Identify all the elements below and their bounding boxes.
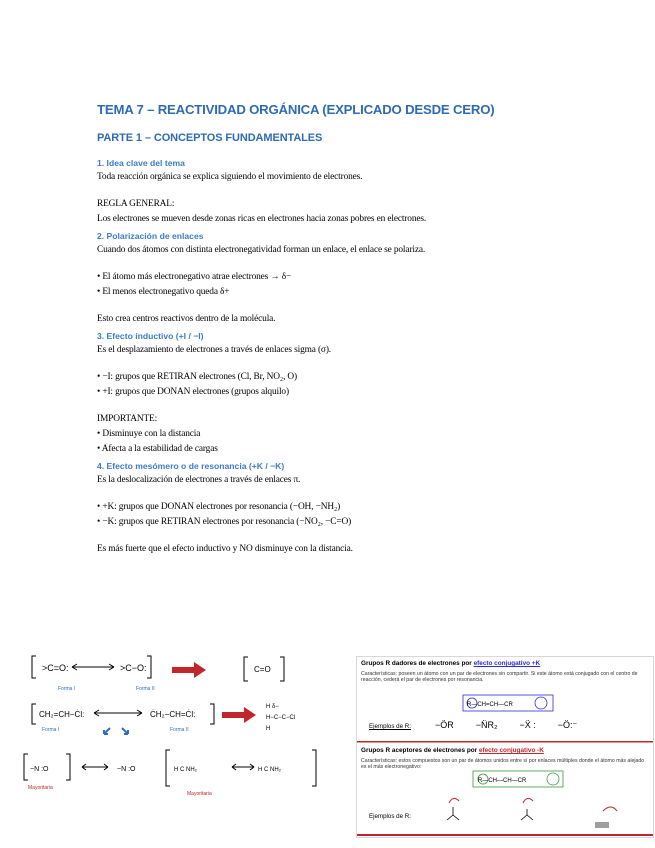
donor-examples-label: Ejemplos de R: — [369, 723, 411, 730]
svg-text:C=O: C=O — [254, 665, 271, 674]
svg-text:>C−O:: >C−O: — [120, 663, 147, 673]
example-nr2: −N̈R₂ — [475, 720, 498, 730]
caption-forma-2b: Forma II — [170, 727, 189, 733]
caption-forma-1b: Forma I — [42, 727, 60, 733]
svg-text:H: H — [266, 726, 271, 732]
acceptor-description: Características: estos compuestos son un par de átomos unidos entre sí por enlaces múltiples donde el átomo más alejado es el más electronegativo: — [361, 758, 645, 771]
resonance-structures-figure — [22, 648, 350, 838]
svg-text:H C NH₂: H C NH₂ — [174, 767, 197, 773]
resonance-drawing — [22, 648, 350, 838]
document-body — [97, 102, 627, 557]
bullet-item: • El átomo más electronegativo atrae electrones → δ− — [97, 272, 292, 282]
section-2-heading: 2. Polarización de enlaces — [97, 231, 204, 241]
bullet-item: • El menos electronegativo queda δ+ — [97, 287, 230, 297]
donor-description: Características: poseen un átomo con un par de electrones sin compartir. Si este átomo está conjugado con el centro de reacción, cederá el par de electrones por resonancia. — [361, 671, 638, 684]
structure-donor: R—CH=CH—CR — [467, 702, 513, 708]
caption-mayoritaria-2: Mayoritaria — [187, 791, 212, 797]
donor-examples — [435, 720, 577, 731]
conjugative-effect-figure — [356, 656, 654, 838]
example-o-minus: −Ö:⁻ — [557, 720, 578, 730]
bullet-item: • −K: grupos que RETIRAN electrones por resonancia (−NO₂, −C=O) — [97, 517, 352, 527]
part-heading: PARTE 1 – CONCEPTOS FUNDAMENTALES — [97, 132, 323, 144]
paragraph: Toda reacción orgánica se explica siguiendo el movimiento de electrones. — [97, 172, 363, 182]
svg-text:H C NH₂: H C NH₂ — [258, 767, 281, 773]
donor-title: Grupos R dadores de electrones por efecto conjugativo +K — [361, 660, 541, 667]
rule-text: Los electrones se mueven desde zonas ricas en electrones hacia zonas pobres en electrones. — [97, 214, 427, 224]
svg-text:H δ−: H δ− — [266, 704, 279, 710]
svg-text:−N :O: −N :O — [117, 766, 136, 773]
document-title: TEMA 7 – REACTIVIDAD ORGÁNICA (EXPLICADO DESDE CERO) — [97, 102, 495, 117]
caption-forma-1: Forma I — [58, 686, 76, 692]
caption-mayoritaria-1: Mayoritaria — [28, 785, 53, 791]
bullet-item: • +K: grupos que DONAN electrones por resonancia (−OH, −NH₂) — [97, 502, 341, 512]
svg-text:−N :O: −N :O — [30, 766, 49, 773]
svg-text:ĊH₂−CH=Ċl:: ĊH₂−CH=Ċl: — [150, 710, 196, 719]
structure-acceptor: R—CH—CH—CR — [478, 778, 527, 784]
rule-label: REGLA GENERAL: — [97, 199, 175, 209]
paragraph: Es la deslocalización de electrones a través de enlaces π. — [97, 475, 301, 485]
paragraph: Cuando dos átomos con distinta electronegatividad forman un enlace, el enlace se polariza. — [97, 245, 426, 255]
bullet-item: • +I: grupos que DONAN electrones (grupos alquilo) — [97, 387, 289, 397]
example-x: −Ẍ : — [519, 720, 536, 730]
bullet-item: • Disminuye con la distancia — [97, 429, 201, 439]
section-4-heading: 4. Efecto mesómero o de resonancia (+K / −K) — [97, 461, 285, 471]
bullet-item: • −I: grupos que RETIRAN electrones (Cl, Br, NO₂, O) — [97, 372, 297, 382]
example-or: −ÖR — [435, 720, 454, 730]
svg-text:H−C−C−Cl: H−C−C−Cl — [266, 715, 296, 721]
section-1-heading: 1. Idea clave del tema — [97, 158, 185, 168]
paragraph: Es el desplazamiento de electrones a través de enlaces sigma (σ). — [97, 345, 332, 355]
bullet-item: • Afecta a la estabilidad de cargas — [97, 444, 218, 454]
important-label: IMPORTANTE: — [97, 414, 158, 424]
svg-text:>C=O:: >C=O: — [42, 663, 69, 673]
caption-forma-2: Forma II — [136, 686, 155, 692]
svg-text:CH₂=CH−Ċl:: CH₂=CH−Ċl: — [39, 710, 85, 719]
section-3-heading: 3. Efecto inductivo (+I / −I) — [97, 331, 204, 341]
paragraph: Es más fuerte que el efecto inductivo y NO disminuye con la distancia. — [97, 544, 353, 554]
acceptor-title: Grupos R aceptores de electrones por efecto conjugativo -K — [361, 747, 544, 754]
paragraph: Esto crea centros reactivos dentro de la molécula. — [97, 314, 276, 324]
acceptor-examples-label: Ejemplos de R: — [369, 813, 411, 820]
